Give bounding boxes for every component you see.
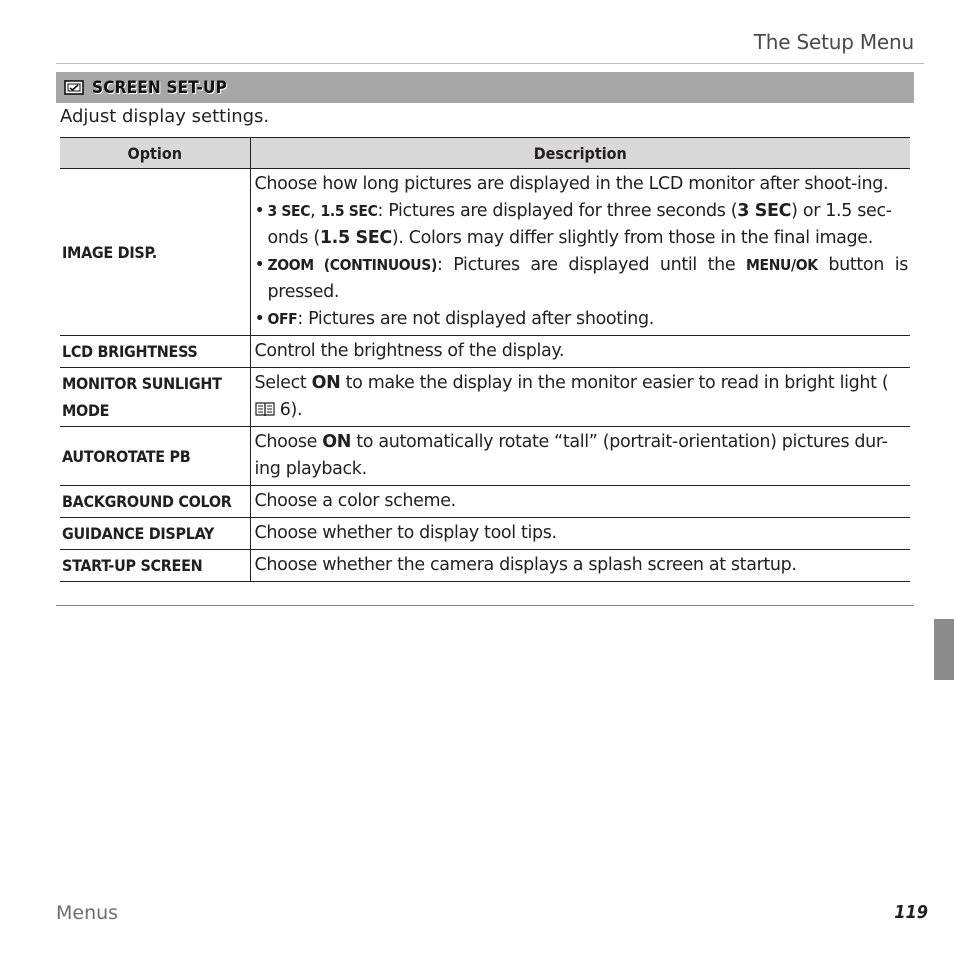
table-row-autorotate-pb [60,427,910,486]
option-name: LCD BRIGHTNESS [60,336,250,368]
option-description: Choose whether to display tool tips. [250,518,910,550]
bullet-text: ) or 1.5 sec-onds ( [267,201,892,248]
option-name: MONITOR SUNLIGHT MODE [60,368,250,427]
separator: , [310,201,321,221]
bullet-text: : Pictures are not displayed after shooting. [297,309,655,329]
table-row-guidance-display [60,518,910,550]
screen-setup-icon [64,80,84,95]
keyword: 1.5 SEC [320,202,378,220]
book-icon [255,399,275,415]
section-bar [56,72,914,103]
table-row-monitor-sunlight-mode [60,368,910,427]
column-header-option: Option [60,138,250,169]
bullet-item [255,198,909,252]
header-title: The Setup Menu [753,30,914,54]
option-description: Control the brightness of the display. [250,336,910,368]
option-description [250,427,910,486]
bullet-icon: • [254,201,265,221]
description-text: to automatically rotate “tall” (portrait-orientation) pictures dur-ing playback. [254,432,888,479]
section-intro: Adjust display settings. [60,106,270,127]
description-intro: Choose how long pictures are displayed in the LCD monitor after shoot-ing. [254,174,889,194]
keyword: ON [311,373,341,393]
options-table [60,137,910,582]
option-name: BACKGROUND COLOR [60,486,250,518]
option-name: AUTOROTATE PB [60,427,250,486]
description-text: to make the display in the monitor easier to read in bright light ( [340,373,889,393]
bullet-icon: • [254,309,265,329]
bullet-text: ). Colors may differ slightly from those in the final image. [391,228,873,248]
section-title: SCREEN SET-UP [92,77,228,98]
chapter-tab [934,619,954,680]
bullet-item [255,306,909,333]
table-row-start-up-screen [60,550,910,582]
description-text: Choose [254,432,323,452]
header-rule [56,63,924,64]
option-name: START-UP SCREEN [60,550,250,582]
table-row-image-disp [60,169,910,336]
keyword: 3 SEC [737,201,792,221]
option-description: Choose a color scheme. [250,486,910,518]
bullet-text: : Pictures are displayed until the [437,255,746,275]
keyword: MENU/OK [746,256,818,274]
bullet-text: button is pressed. [267,255,909,302]
table-header-row [60,138,910,169]
page-number: 119 [894,902,928,923]
column-header-description: Description [250,138,910,169]
keyword: 3 SEC [267,202,311,220]
bottom-rule [56,605,914,606]
option-name: GUIDANCE DISPLAY [60,518,250,550]
keyword: OFF [267,310,298,328]
table-row-lcd-brightness [60,336,910,368]
option-name: IMAGE DISP. [60,169,250,336]
table-row-background-color [60,486,910,518]
footer-section-name: Menus [56,902,119,924]
description-text: Select [254,373,312,393]
description-text: 6). [274,400,303,420]
bullet-text: : Pictures are displayed for three seconds ( [377,201,738,221]
bullet-item [255,252,909,306]
bullet-icon: • [254,255,265,275]
keyword: ON [322,432,352,452]
option-description [250,368,910,427]
keyword: 1.5 SEC [319,228,392,248]
option-description: Choose whether the camera displays a splash screen at startup. [250,550,910,582]
option-description [250,169,910,336]
keyword: ZOOM (CONTINUOUS) [267,256,437,274]
